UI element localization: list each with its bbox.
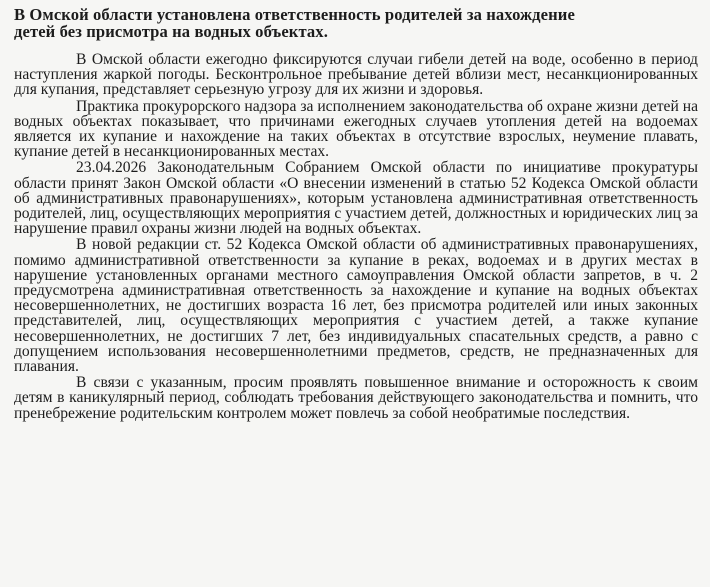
paragraph-3: 23.04.2026 Законодательным Собранием Омской области по инициативе прокуратуры области принят Закон Омской области «О внесении изменений в статью 52 Кодекса Омской области об административных правонарушениях», которым установлена административная ответственность родителей, лиц, осуществляющих мероприятия с участием детей, должностных и юридических лиц за нарушение правил охраны жизни людей на водных объектах. [14,159,698,238]
paragraph-1: В Омской области ежегодно фиксируются случаи гибели детей на воде, особенно в период наступления жаркой погоды. Бесконтрольное пребывание детей вблизи мест, несанкционированных для купания, представляет серьезную угрозу для их жизни и здоровья. [14,51,698,99]
paragraph-4: В новой редакции ст. 52 Кодекса Омской области об административных правонарушениях, помимо административной ответственности за купание в реках, водоемах и в других местах в нарушение установленных органами местного самоуправления Омской области запретов, в ч. 2 предусмотрена административная ответственность за нахождение и купание на водных объектах несовершеннолетних, не достигших возраста 16 лет, без присмотра родителей или иных законных представителей, лиц, осуществляющих мероприятия с участием детей, а также купание несовершеннолетних, не достигших 7 лет, без индивидуальных спасательных средств, а равно с допущением использования несовершеннолетними предметов, средств, не предназначенных для плавания. [14,236,698,376]
document-title [14,6,698,40]
paragraph-5: В связи с указанным, просим проявлять повышенное внимание и осторожность к своим детям в каникулярный период, соблюдать требования действующего законодательства и помнить, что пренебрежение родительским контролем может повлечь за собой необратимые последствия. [14,374,698,422]
paragraph-2: Практика прокурорского надзора за исполнением законодательства об охране жизни детей на водных объектах показывает, что причинами ежегодных случаев утопления детей на водоемах является их купание и нахождение на таких объектах в отсутствие взрослых, неумение плавать, купание детей в несанкционированных местах. [14,97,698,161]
document-title-line-2: детей без присмотра на водных объектах. [14,22,328,41]
document-title-line-1: В Омской области установлена ответственность родителей за нахождение [14,5,575,24]
